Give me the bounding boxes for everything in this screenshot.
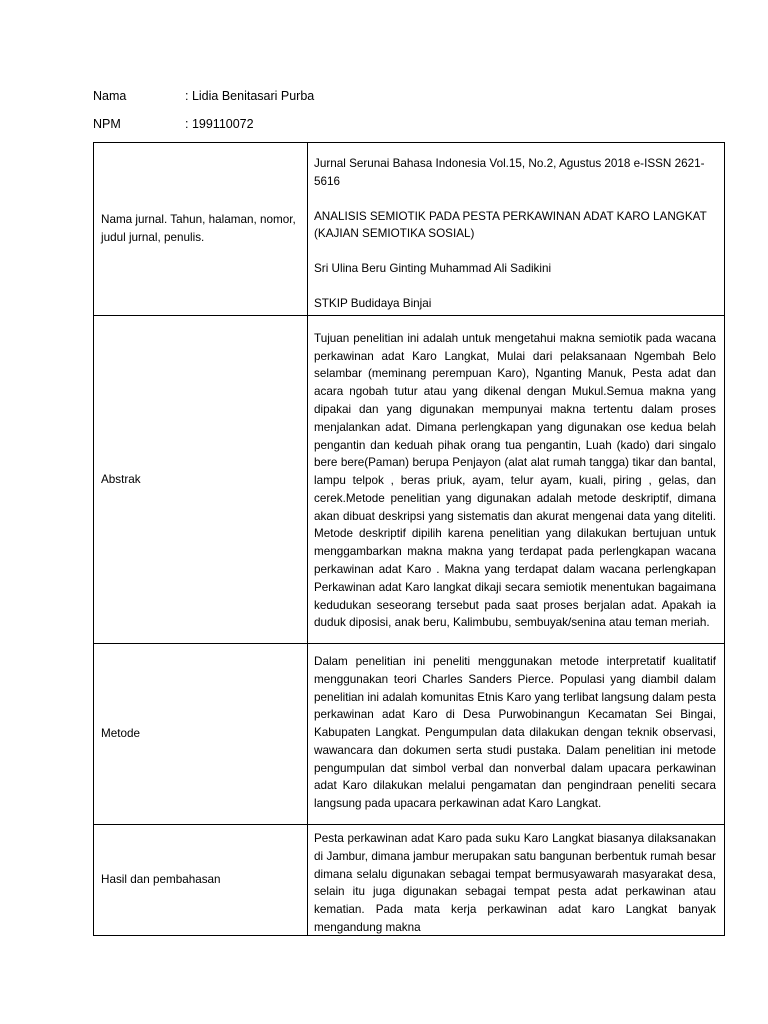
name-label: Nama: [93, 89, 127, 103]
journal-name: Jurnal Serunai Bahasa Indonesia Vol.15, No.2, Agustus 2018 e-ISSN 2621-5616: [314, 157, 705, 188]
journal-summary-table: [93, 142, 725, 936]
name-row: [93, 89, 314, 103]
npm-label: NPM: [93, 117, 121, 131]
abstract-text: Tujuan penelitian ini adalah untuk mengetahui makna semiotik pada wacana perkawinan adat Karo Langkat, Mulai dari pelaksanaan Ngembah Belo selambar (meminang perempuan Karo), Nganting Manuk, Pesta adat dan acara ngobah tutur atau yang dikenal dengan Mukul.Semua makna yang dipakai dan yang digunakan mempunyai makna tertentu dalam proses menjalankan adat. Dimana perlengkapan yang digunakan ose kedua belah pengantin dan keduah pihak orang tua pengantin, Luah (kado) dari singalo bere bere(Paman) berupa Penjayon (alat alat rumah tangga) tikar dan bantal, lampu telpok , beras priuk, ayam, telur ayam, kuali, piring , gelas, dan cerek.Metode penelitian yang digunakan adalah metode deskriptif, dimana akan dibuat deskripsi yang sistematis dan akurat mengenai data yang diteliti. Metode deskriptif dipilih karena penelitian yang dilakukan bertujuan untuk menggambarkan makna makna yang terdapat pada perlengkapan wacana perkawinan adat Karo . Makna yang terdapat dalam wacana perlengkapan Perkawinan adat Karo langkat dikaji secara semiotik menentukan bagaimana kedudukan seseorang tersebut pada saat proses berjalan adat. Apakah ia duduk diposisi, anak beru, Kalimbubu, sembuyak/senina atau teman meriah.: [314, 331, 716, 630]
table-row-results: [94, 825, 725, 936]
results-text: Pesta perkawinan adat Karo pada suku Karo Langkat biasanya dilaksanakan di Jambur, dimana jambur merupakan satu bangunan berbentuk rumah besar dimana selalu digunakan sebagai tempat bermusyawarah masyarakat desa, selain itu juga digunakan sebagai tempat pesta adat perkawinan atau kematian. Pada mata kerja perkawinan adat karo Langkat banyak mengandung makna: [314, 832, 716, 934]
article-authors: Sri Ulina Beru Ginting Muhammad Ali Sadikini: [314, 262, 552, 276]
author-institution: STKIP Budidaya Binjai: [314, 296, 432, 310]
npm-row: [93, 117, 254, 131]
table-row-method: [94, 644, 725, 825]
npm-value: : 199110072: [185, 117, 254, 131]
table-row-journal-info: [94, 143, 725, 316]
method-cell: [308, 644, 725, 825]
row-label-journal-info: Nama jurnal. Tahun, halaman, nomor, judul jurnal, penulis.: [94, 143, 308, 316]
row-label-results: Hasil dan pembahasan: [94, 825, 308, 936]
row-label-method: Metode: [94, 644, 308, 825]
name-value: : Lidia Benitasari Purba: [185, 89, 315, 103]
row-label-abstract: Abstrak: [94, 316, 308, 644]
table-row-abstract: [94, 316, 725, 644]
results-cell: [308, 825, 725, 936]
method-text: Dalam penelitian ini peneliti menggunakan metode interpretatif kualitatif menggunakan teori Charles Sanders Pierce. Populasi yang diambil dalam penelitian ini adalah komunitas Etnis Karo yang terlibat langsung dalam pesta perkawinan adat Karo di Desa Purwobinangun Kecamatan Sei Bingai, Kabupaten Langkat. Pengumpulan data dilakukan dengan teknik observasi, wawancara dan dokumen serta studi pustaka. Dalam penelitian ini metode pengumpulan dat simbol verbal dan nonverbal dalam upacara perkawinan adat Karo dilakukan melalui pengamatan dan pengindraan peneliti secara langsung pada upacara perkawinan adat Karo Langkat.: [314, 654, 716, 811]
article-title: ANALISIS SEMIOTIK PADA PESTA PERKAWINAN ADAT KARO LANGKAT (KAJIAN SEMIOTIKA SOSIAL): [314, 209, 707, 241]
abstract-cell: [308, 316, 725, 644]
journal-info-cell: [308, 143, 725, 316]
